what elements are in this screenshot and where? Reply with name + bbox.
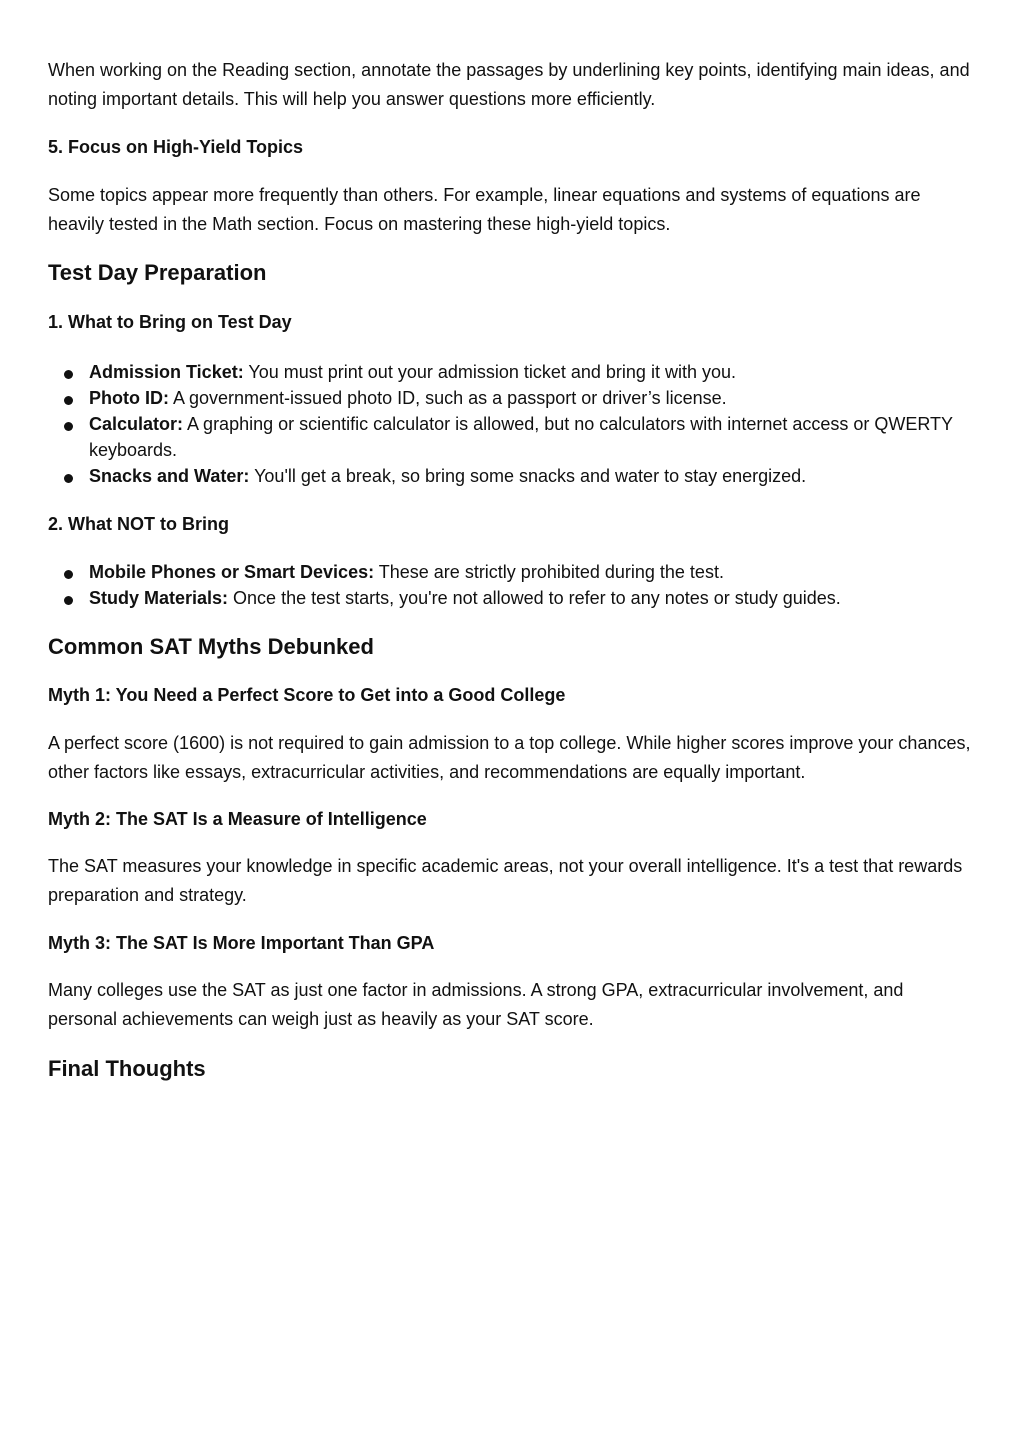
list-item	[48, 559, 976, 585]
myths-heading: Common SAT Myths Debunked	[48, 634, 374, 659]
item-desc: Once the test starts, you're not allowed to refer to any notes or study guides.	[228, 588, 841, 608]
focus-heading: 5. Focus on High-Yield Topics	[48, 137, 304, 157]
bullet-icon	[64, 396, 73, 405]
item-desc: You must print out your admission ticket and bring it with you.	[243, 362, 736, 382]
test-day-heading: Test Day Preparation	[48, 260, 267, 285]
myth2-paragraph: The SAT measures your knowledge in specific academic areas, not your overall intelligence. It's a test that rewards preparation and strategy.	[48, 856, 963, 905]
item-desc: These are strictly prohibited during the test.	[374, 562, 724, 582]
not-bring-list	[48, 559, 976, 611]
list-item	[48, 585, 976, 611]
item-term: Admission Ticket:	[89, 362, 244, 382]
item-term: Photo ID:	[89, 388, 169, 408]
bullet-icon	[64, 596, 73, 605]
bullet-icon	[64, 570, 73, 579]
bullet-icon	[64, 370, 73, 379]
list-item	[48, 463, 976, 489]
focus-paragraph: Some topics appear more frequently than others. For example, linear equations and systems of equations are heavily tested in the Math section. Focus on mastering these high-yield topics.	[48, 185, 921, 234]
bullet-icon	[64, 474, 73, 483]
item-term: Mobile Phones or Smart Devices:	[89, 562, 375, 582]
list-item	[48, 385, 976, 411]
list-item	[48, 359, 976, 385]
myth3-heading: Myth 3: The SAT Is More Important Than GPA	[48, 933, 435, 953]
item-term: Study Materials:	[89, 588, 229, 608]
myth1-paragraph: A perfect score (1600) is not required to gain admission to a top college. While higher scores improve your chances, other factors like essays, extracurricular activities, and recommendations are equally important.	[48, 733, 971, 782]
myth1-heading: Myth 1: You Need a Perfect Score to Get into a Good College	[48, 685, 566, 705]
bring-list	[48, 359, 976, 489]
not-bring-heading: 2. What NOT to Bring	[48, 514, 229, 534]
final-heading: Final Thoughts	[48, 1056, 206, 1081]
bullet-icon	[64, 422, 73, 431]
item-desc: You'll get a break, so bring some snacks and water to stay energized.	[249, 466, 807, 486]
item-desc: A graphing or scientific calculator is allowed, but no calculators with internet access or QWERTY keyboards.	[89, 414, 953, 460]
myth2-heading: Myth 2: The SAT Is a Measure of Intelligence	[48, 809, 427, 829]
list-item	[48, 411, 976, 463]
item-term: Calculator:	[89, 414, 184, 434]
bring-heading: 1. What to Bring on Test Day	[48, 312, 292, 332]
item-term: Snacks and Water:	[89, 466, 250, 486]
item-desc: A government-issued photo ID, such as a passport or driver’s license.	[168, 388, 727, 408]
myth3-paragraph: Many colleges use the SAT as just one factor in admissions. A strong GPA, extracurricular involvement, and personal achievements can weigh just as heavily as your SAT score.	[48, 980, 904, 1029]
intro-paragraph: When working on the Reading section, annotate the passages by underlining key points, identifying main ideas, and noting important details. This will help you answer questions more efficiently.	[48, 60, 970, 109]
